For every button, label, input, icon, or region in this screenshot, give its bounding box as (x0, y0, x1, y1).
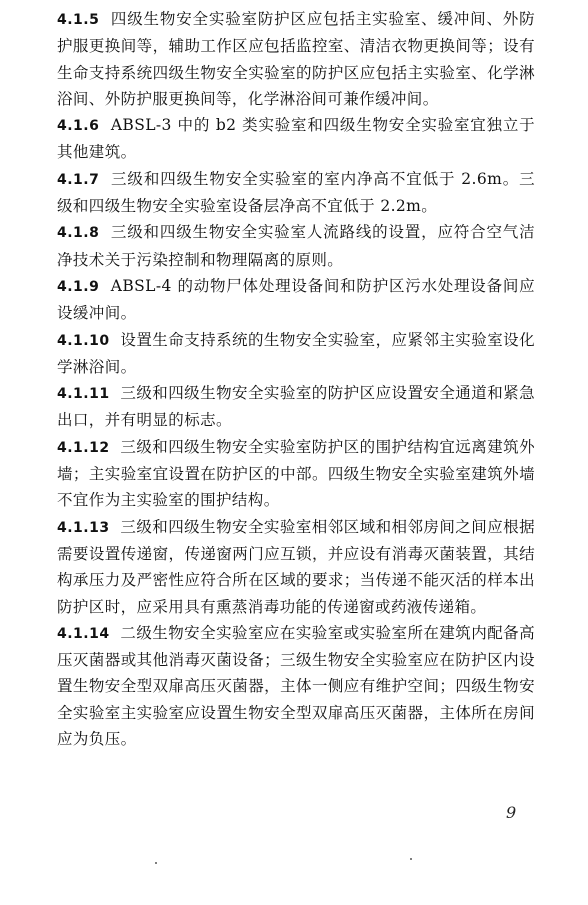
clause-number: 4.1.7 (57, 171, 100, 188)
clause-4-1-11 (57, 380, 535, 434)
clause-number: 4.1.5 (57, 12, 100, 28)
clause-text: 三级和四级生物安全实验室人流路线的设置，应符合空气洁净技术关于污染控制和物理隔离的原则。 (57, 223, 535, 269)
clause-number: 4.1.10 (57, 332, 110, 349)
clause-4-1-9 (57, 273, 535, 327)
clause-4-1-5 (57, 6, 535, 112)
clause-number: 4.1.12 (57, 439, 110, 456)
clause-list (57, 6, 535, 752)
clause-4-1-6 (57, 112, 535, 166)
clause-number: 4.1.8 (57, 225, 100, 242)
clause-text: 四级生物安全实验室防护区应包括主实验室、缓冲间、外防护服更换间等，辅助工作区应包括监控室、清洁衣物更换间等；设有生命支持系统四级生物安全实验室的防护区应包括主实验室、化学淋浴间、外防护服更换间等，化学淋浴间可兼作缓冲间。 (57, 10, 535, 108)
page-number: 9 (506, 803, 517, 822)
clause-text: 二级生物安全实验室应在实验室或实验室所在建筑内配备高压灭菌器或其他消毒灭菌设备；三级生物安全实验室应在防护区内设置生物安全型双扉高压灭菌器，主体一侧应有维护空间；四级生物安全实验室主实验室应设置生物安全型双扉高压灭菌器，主体所在房间应为负压。 (57, 623, 536, 749)
clause-4-1-8 (57, 219, 535, 273)
clause-4-1-14 (57, 620, 535, 752)
clause-text: 三级和四级生物安全实验室相邻区域和相邻房间之间应根据需要设置传递窗，传递窗两门应互锁，并应设有消毒灭菌装置，其结构承压力及严密性应符合所在区域的要求；当传递不能灭活的样本出防护区时，应采用具有熏蒸消毒功能的传递窗或药液传递箱。 (57, 517, 536, 616)
clause-number: 4.1.14 (57, 625, 110, 642)
clause-number: 4.1.6 (57, 118, 100, 135)
clause-4-1-13 (57, 514, 535, 620)
clause-text: 三级和四级生物安全实验室防护区的围护结构宜远离建筑外墙；主实验室宜设置在防护区的中部。四级生物安全实验室建筑外墙不宜作为主实验室的围护结构。 (57, 437, 536, 510)
clause-number: 4.1.11 (57, 386, 110, 403)
clause-4-1-7 (57, 166, 535, 220)
clause-4-1-12 (57, 434, 535, 514)
clause-text: 三级和四级生物安全实验室的防护区应设置安全通道和紧急出口，并有明显的标志。 (57, 384, 536, 430)
clause-text: 三级和四级生物安全实验室的室内净高不宜低于 2.6m。三级和四级生物安全实验室设备层净高不宜低于 2.2m。 (57, 169, 535, 216)
clause-text: ABSL-4 的动物尸体处理设备间和防护区污水处理设备间应设缓冲间。 (57, 276, 536, 323)
clause-text: ABSL-3 中的 b2 类实验室和四级生物安全实验室宜独立于其他建筑。 (57, 116, 536, 162)
scan-speck (155, 862, 157, 864)
clause-number: 4.1.13 (57, 519, 110, 536)
clause-text: 设置生命支持系统的生物安全实验室，应紧邻主实验室设化学淋浴间。 (57, 330, 536, 376)
scan-speck (410, 858, 412, 860)
clause-number: 4.1.9 (57, 278, 100, 295)
clause-4-1-10 (57, 327, 535, 381)
